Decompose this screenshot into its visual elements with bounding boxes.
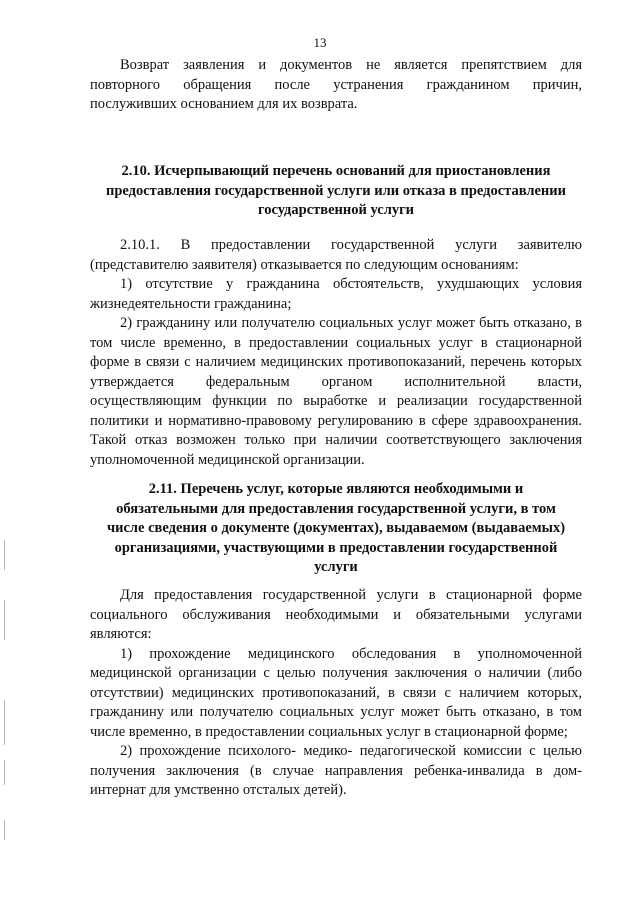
scan-margin-mark [4, 700, 5, 745]
section-2-10-paragraph-2: 1) отсутствие у гражданина обстоятельств, ухудшающих условия жизнедеятельности гражданина; [90, 276, 582, 312]
intro-line-2: повторного обращения после устранения гражданином причин, [90, 76, 582, 93]
section-2-11-heading [90, 480, 582, 578]
section-2-11-heading-line-3: числе сведения о документе (документах), выдаваемом (выдаваемых) [106, 520, 566, 536]
section-2-10-paragraph-1: 2.10.1. В предоставлении государственной услуги заявителю (представителю заявителя) отказывается по следующим основаниям: [90, 237, 582, 273]
section-2-10-heading [90, 162, 582, 221]
intro-line-3: послуживших основанием для их возврата. [90, 96, 358, 112]
scan-margin-mark [4, 820, 5, 840]
section-2-11-paragraph-1: Для предоставления государственной услуги в стационарной форме социального обслуживания необходимыми и обязательными услугами являются: [90, 587, 582, 642]
scan-margin-mark [4, 760, 5, 785]
section-2-11-paragraph-2: 1) прохождение медицинского обследования в уполномоченной медицинской организации с целью получения заключения о наличии (либо отсутствии) медицинских противопоказаний, в связи с наличием которых, гражданину или получателю социальных услуг может быть отказано, в том числе временно, в предоставлении социальных услуг в стационарной форме; [90, 645, 582, 740]
section-2-10-heading-line-2: предоставления государственной услуги или отказа в предоставлении [106, 182, 566, 199]
section-2-11-heading-line-4: организациями, участвующими в предоставлении государственной [114, 539, 558, 556]
intro-paragraph [90, 56, 582, 115]
section-2-10-heading-line-3: государственной услуги [257, 202, 415, 218]
section-2-11-paragraph-3: 2) прохождение психолого- медико- педагогической комиссии с целью получения заключения (в случае направления ребенка-инвалида в дом-интернат для умственно отсталых детей). [90, 743, 582, 798]
scan-margin-mark [4, 600, 5, 640]
section-2-10-body [90, 236, 582, 470]
intro-line-1: Возврат заявления и документов не является препятствием для [120, 57, 582, 73]
section-2-11-heading-line-2: обязательными для предоставления государственной услуги, в том [116, 500, 556, 517]
section-2-10-heading-line-1: 2.10. Исчерпывающий перечень оснований для приостановления [121, 163, 551, 179]
section-2-10-paragraph-3: 2) гражданину или получателю социальных услуг может быть отказано, в том числе временно, в предоставлении социальных услуг в стационарной форме в связи с наличием медицинских противопоказаний, перечень которых утверждается федеральным органом исполнительной власти, осуществляющим функции по выработке и реализации государственной политики и нормативно-правовому регулированию в сфере здравоохранения. Такой отказ возможен только при наличии соответствующего заключения уполномоченной медицинской организации. [90, 315, 582, 468]
page-number: 13 [313, 35, 327, 50]
section-2-11-body [90, 586, 582, 801]
section-2-11-heading-line-1: 2.11. Перечень услуг, которые являются необходимыми и [148, 481, 524, 497]
section-2-11-heading-line-5: услуги [314, 559, 358, 575]
scan-margin-mark [4, 540, 5, 570]
